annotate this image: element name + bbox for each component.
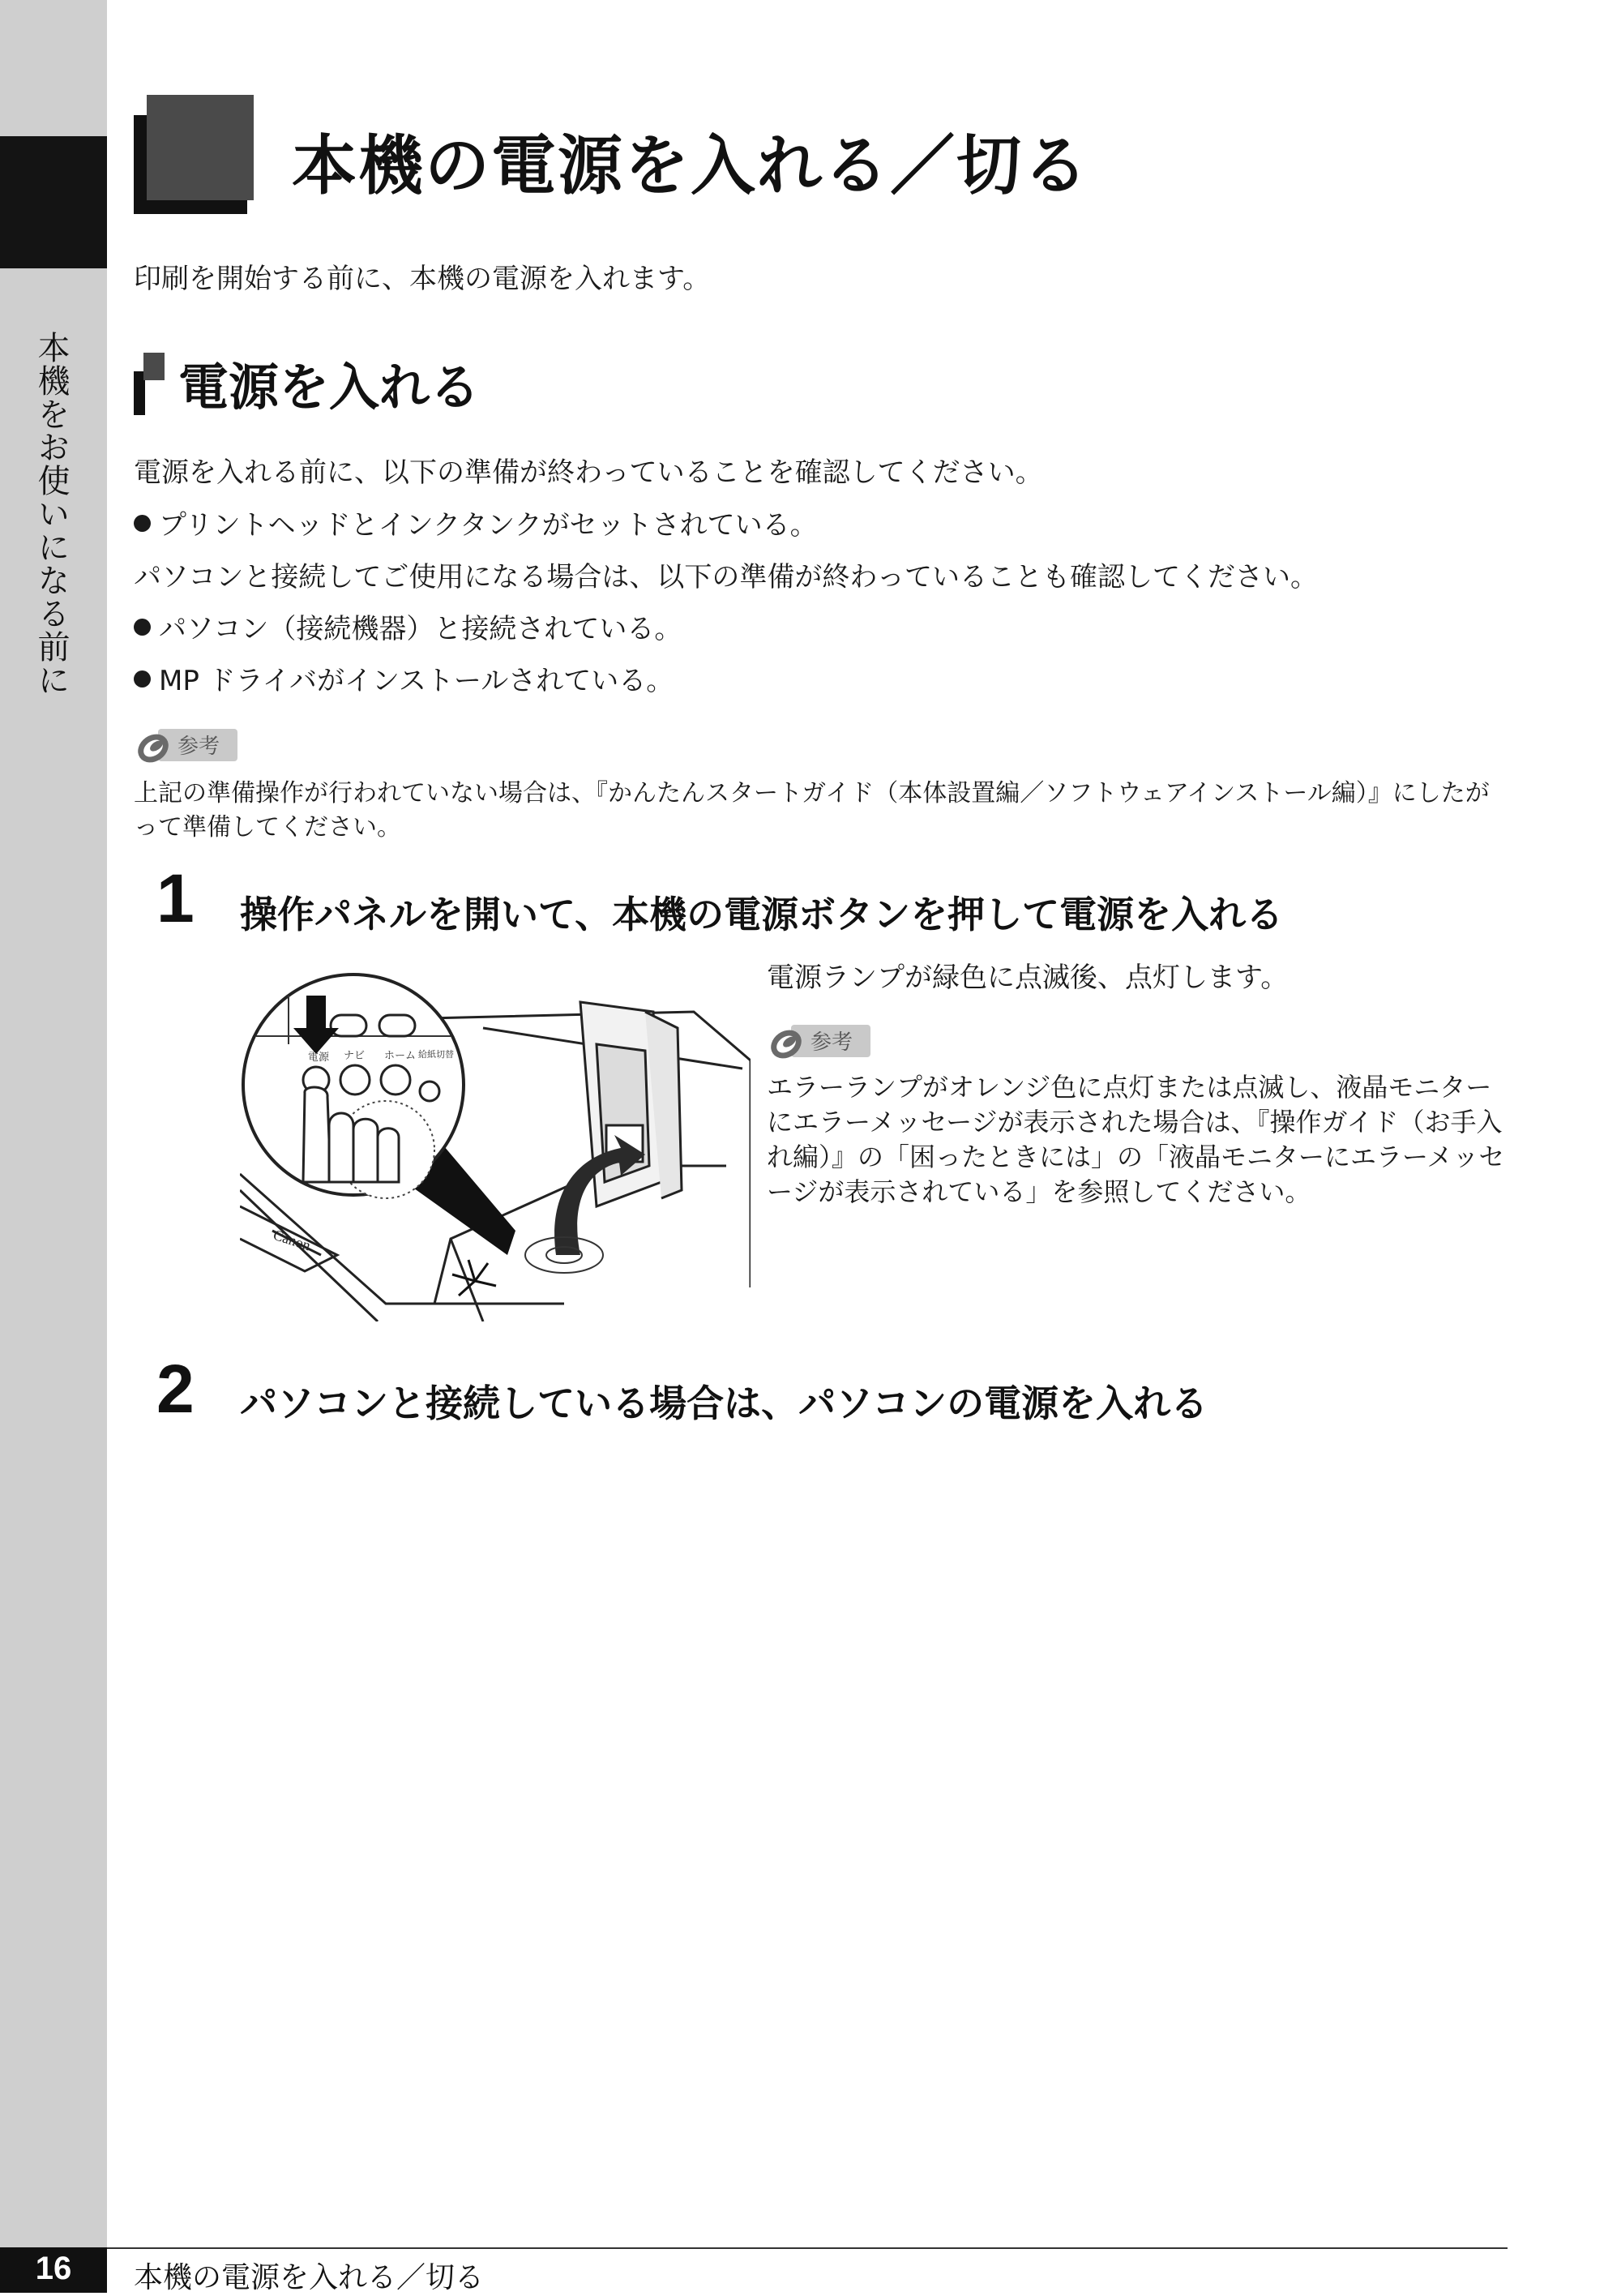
home-button-icon	[381, 1065, 410, 1094]
note-text: 上記の準備操作が行われていない場合は、『かんたんスタートガイド（本体設置編／ソフトウェアインストール編）』にしたがって準備してください。	[134, 779, 1490, 842]
feed-switch-label: 給紙切替	[418, 1049, 454, 1060]
note-badge	[134, 724, 239, 766]
bullet-dot-icon	[134, 619, 151, 636]
power-button-label: 電源	[308, 1052, 330, 1064]
power-lamp-burst-icon	[452, 1260, 496, 1296]
step-title: パソコンと接続している場合は、パソコンの電源を入れる	[240, 1381, 1208, 1425]
bullet-dot-icon	[134, 670, 151, 688]
paragraph-pc-preparation: パソコンと接続してご使用になる場合は、以下の準備が終わっていることも確認してください。	[134, 561, 1318, 593]
section-title: 電源を入れる	[178, 358, 481, 417]
note-badge-graphic	[767, 1020, 872, 1062]
page-number: 16	[35, 2251, 72, 2286]
step-title: 操作パネルを開いて、本機の電源ボタンを押して電源を入れる	[240, 893, 1284, 936]
section-mark-square	[143, 353, 165, 380]
footer-divider	[107, 2247, 1508, 2249]
paragraph-preparation: 電源を入れる前に、以下の準備が終わっていることを確認してください。	[134, 456, 1043, 489]
step-number: 1	[156, 860, 195, 936]
bullet-item	[134, 658, 674, 698]
bullet-text: MP ドライバがインストールされている。	[159, 665, 674, 697]
sidebar-chapter-block	[0, 136, 107, 268]
operation-panel	[580, 1002, 682, 1206]
finger-icon	[303, 1087, 331, 1182]
feed-button-icon	[420, 1082, 439, 1101]
bullet-text: パソコン（接続機器）と接続されている。	[159, 613, 682, 645]
note-label: 参考	[810, 1030, 853, 1055]
home-button-label: ホーム	[384, 1050, 417, 1062]
title-mark	[147, 95, 254, 200]
bullet-text: プリントヘッドとインクタンクがセットされている。	[159, 509, 818, 542]
step-number: 2	[156, 1351, 195, 1427]
bullet-item	[134, 503, 818, 542]
navi-button-label: ナビ	[344, 1050, 366, 1062]
bullet-item	[134, 606, 682, 646]
intro-text: 印刷を開始する前に、本機の電源を入れます。	[134, 263, 711, 295]
note-text: エラーランプがオレンジ色に点灯または点滅し、液晶モニターにエラーメッセージが表示された場合は、『操作ガイド（お手入れ編）』の「困ったときには」の「液晶モニターにエラーメッセージが表示されている」を参照してください。	[767, 1072, 1505, 1207]
note-badge-graphic	[134, 724, 239, 766]
step-description: 電源ランプが緑色に点滅後、点灯します。	[767, 962, 1289, 994]
note-badge	[767, 1020, 872, 1062]
note-label: 参考	[177, 735, 220, 759]
navi-button-icon	[340, 1065, 370, 1094]
page-title: 本機の電源を入れる／切る	[292, 128, 1089, 203]
footer-title: 本機の電源を入れる／切る	[134, 2261, 485, 2294]
sidebar-chapter-label: 本機をお使いになる前に	[32, 331, 70, 696]
printer-power-illustration	[240, 963, 751, 1321]
bullet-dot-icon	[134, 515, 151, 532]
zoom-circle	[243, 975, 464, 1198]
printer-brand-label: Canon	[271, 1226, 313, 1254]
